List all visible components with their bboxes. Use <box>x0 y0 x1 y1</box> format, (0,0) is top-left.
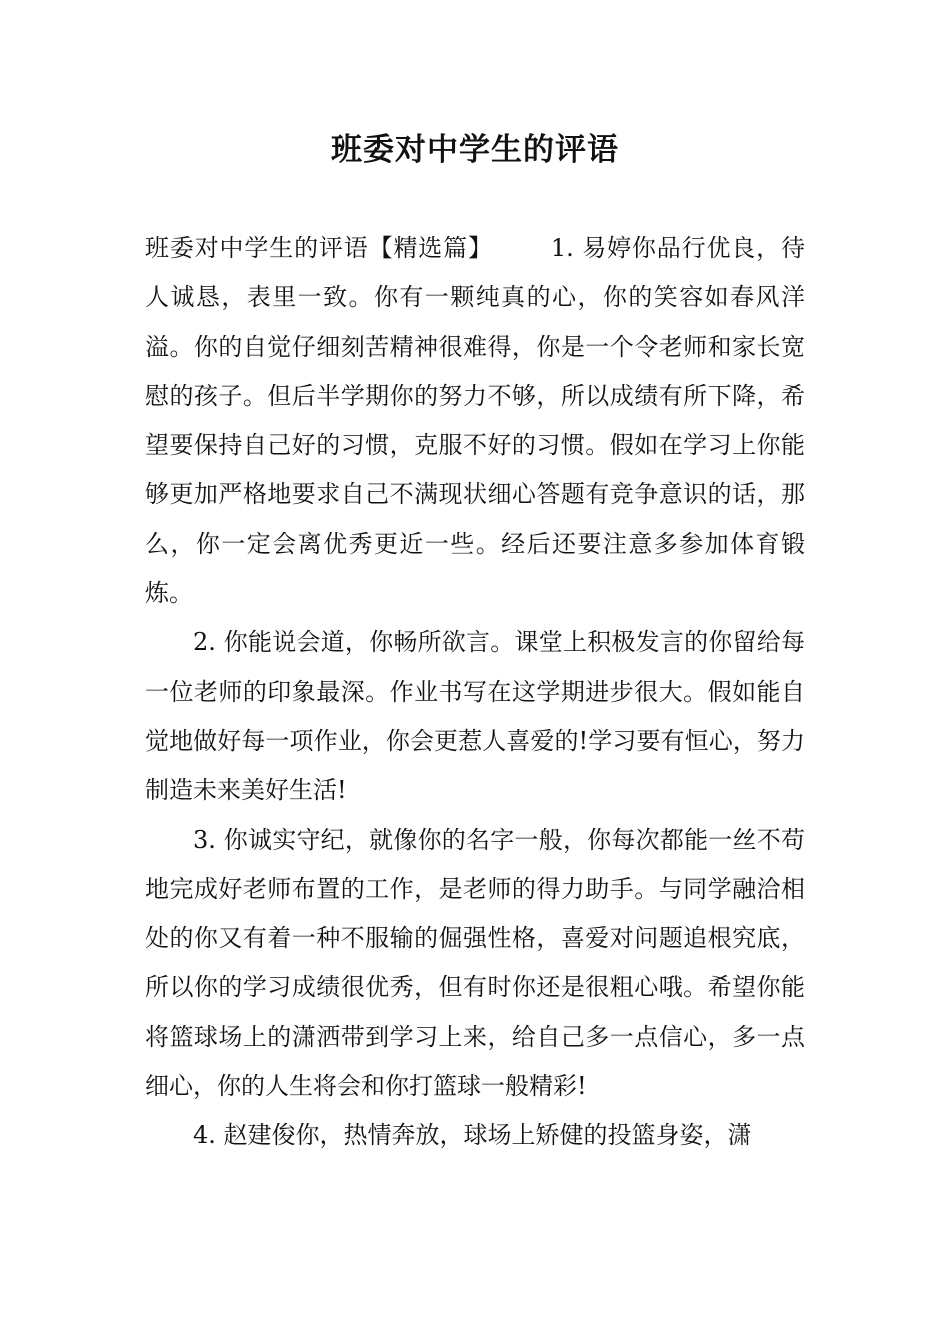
document-title: 班委对中学生的评语 <box>331 132 619 168</box>
paragraph-4: 4. 赵建俊你，热情奔放，球场上矫健的投篮身姿，潇 <box>193 1121 752 1150</box>
paragraph-1 <box>145 224 805 618</box>
paragraph-1-text: 1. 易婷你品行优良，待人诚恳，表里一致。你有一颗纯真的心，你的笑容如春风洋溢。你的自觉仔细刻苦精神很难得，你是一个令老师和家长宽慰的孩子。但后半学期你的努力不够，所以成绩有所下降，希望要保持自己好的习惯，克服不好的习惯。假如在学习上你能够更加严格地要求自己不满现状细心答题有竞争意识的话，那么，你一定会离优秀更近一些。经后还要注意多参加体育锻炼。 <box>145 234 806 608</box>
paragraph-3: 3. 你诚实守纪，就像你的名字一般，你每次都能一丝不苟地完成好老师布置的工作，是老师的得力助手。与同学融洽相处的你又有着一种不服输的倔强性格，喜爱对问题追根究底，所以你的学习成绩很优秀，但有时你还是很粗心哦。希望你能将篮球场上的潇洒带到学习上来，给自己多一点信心，多一点细心，你的人生将会和你打篮球一般精彩! <box>145 825 805 1101</box>
paragraph-2: 2. 你能说会道，你畅所欲言。课堂上积极发言的你留给每一位老师的印象最深。作业书写在这学期进步很大。假如能自觉地做好每一项作业，你会更惹人喜爱的!学习要有恒心，努力制造未来美好生活! <box>145 628 805 805</box>
intro-heading: 班委对中学生的评语【精选篇】 <box>145 234 493 262</box>
document-body <box>145 224 805 1161</box>
